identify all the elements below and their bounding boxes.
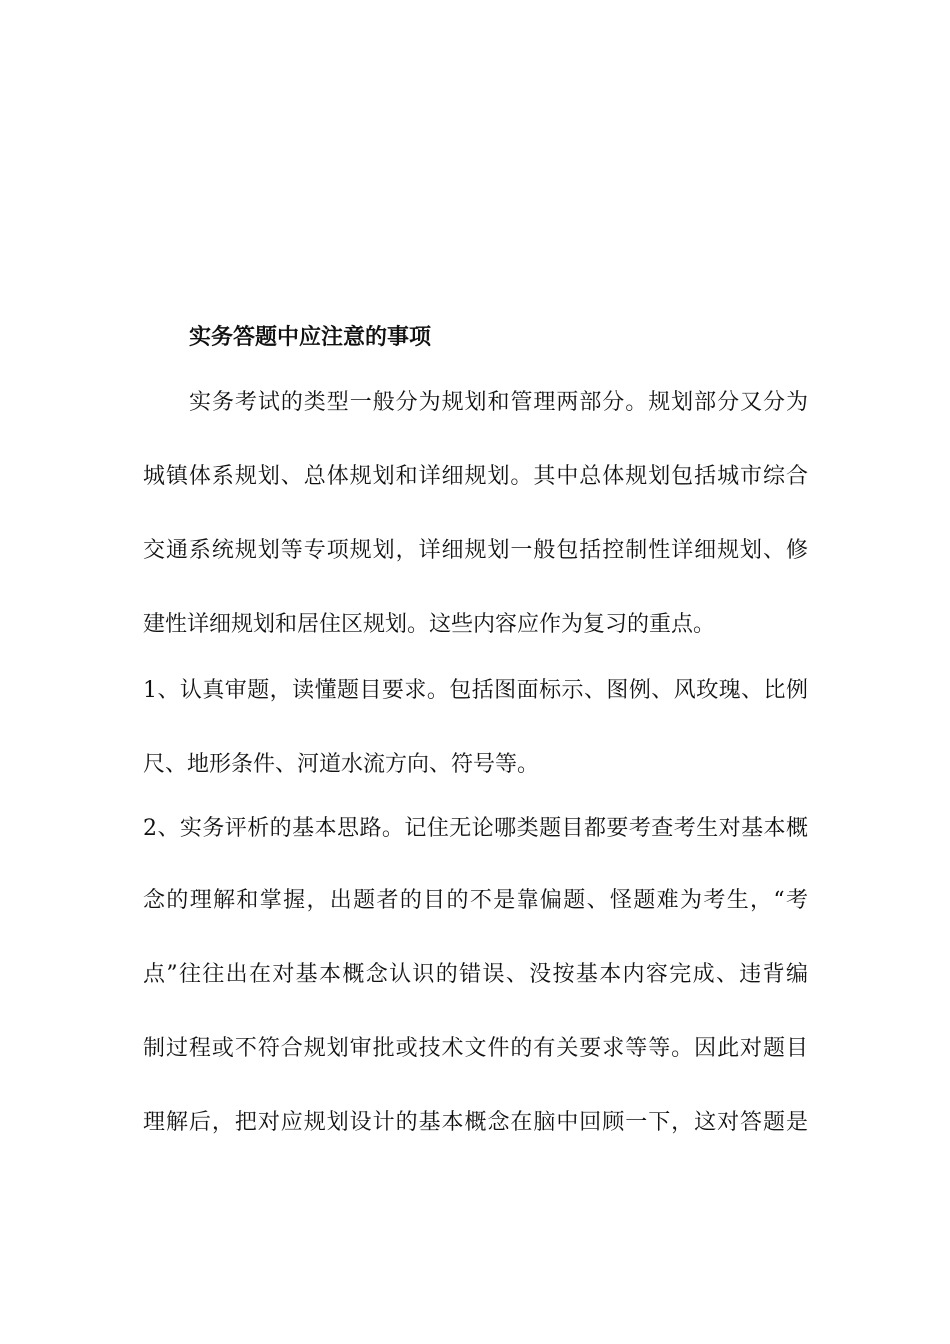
list-item-1-line-2: 尺、地形条件、河道水流方向、符号等。 xyxy=(143,752,540,777)
paragraph-line-2: 城镇体系规划、总体规划和详细规划。其中总体规划包括城市综合 xyxy=(143,464,808,489)
list-item-2-line-1: 2、实务评析的基本思路。记住无论哪类题目都要考查考生对基本概 xyxy=(143,816,808,841)
list-item-2-line-5: 理解后，把对应规划设计的基本概念在脑中回顾一下，这对答题是 xyxy=(143,1110,808,1135)
list-item-2-line-2: 念的理解和掌握，出题者的目的不是靠偏题、怪题难为考生，“考 xyxy=(143,888,808,913)
paragraph-line-4: 建性详细规划和居住区规划。这些内容应作为复习的重点。 xyxy=(143,612,716,637)
paragraph-line-1: 实务考试的类型一般分为规划和管理两部分。规划部分又分为 xyxy=(189,390,808,415)
list-item-1-line-1: 1、认真审题，读懂题目要求。包括图面标示、图例、风玫瑰、比例 xyxy=(143,678,808,703)
paragraph-line-3: 交通系统规划等专项规划，详细规划一般包括控制性详细规划、修 xyxy=(143,538,808,563)
list-item-2-line-3: 点”往往出在对基本概念认识的错误、没按基本内容完成、违背编 xyxy=(143,962,808,987)
list-item-2-line-4: 制过程或不符合规划审批或技术文件的有关要求等等。因此对题目 xyxy=(143,1036,808,1061)
document-title: 实务答题中应注意的事项 xyxy=(189,324,432,350)
